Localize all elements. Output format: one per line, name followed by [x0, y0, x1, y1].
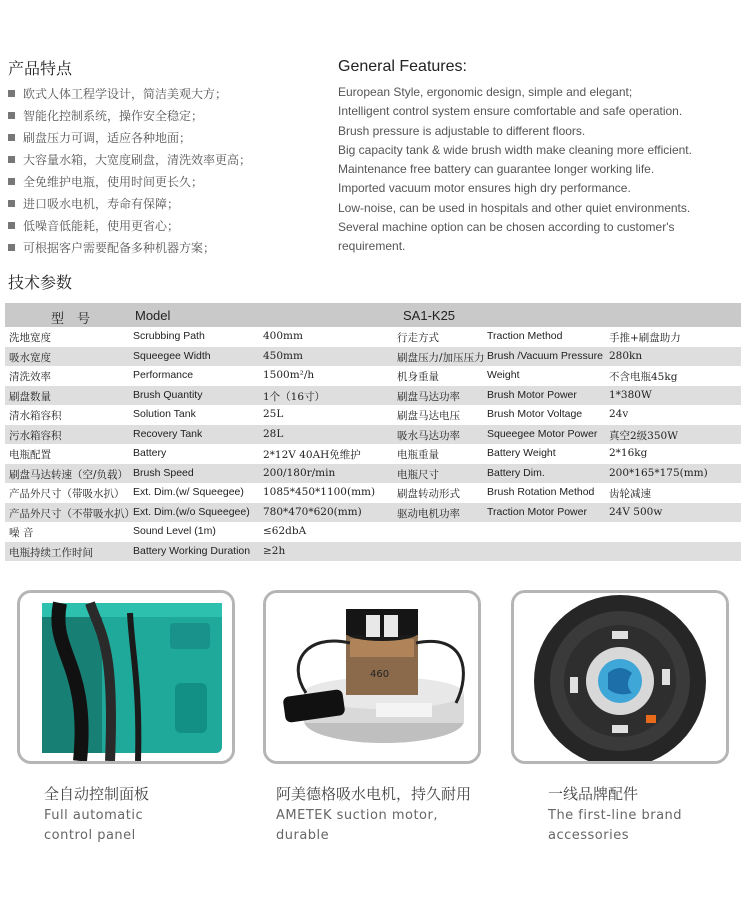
- spec-label-cn-right: 刷盘马达电压: [397, 410, 460, 422]
- table-row: [5, 444, 741, 464]
- spec-value-right: 真空2级350W: [609, 429, 679, 442]
- list-item: Big capacity tank & wide brush width make cleaning more efficient.: [338, 142, 692, 157]
- list-item: [8, 149, 328, 171]
- feature-text: 全免维护电瓶，使用时间更长久；: [23, 175, 204, 189]
- bullet-square-icon: [8, 156, 15, 163]
- model-label-cn: 型 号: [51, 311, 91, 326]
- spec-label-en: Brush Speed: [133, 466, 194, 479]
- feature-text: 进口吸水电机，寿命有保障；: [23, 197, 180, 211]
- spec-label-en: Squeegee Width: [133, 349, 211, 362]
- caption-cn: 全自动控制面板: [44, 785, 150, 803]
- table-row: [5, 464, 741, 484]
- list-item: European Style, ergonomic design, simple and elegant;: [338, 85, 633, 99]
- bullet-square-icon: [8, 200, 15, 207]
- spec-label-cn: 电瓶配置: [9, 449, 51, 461]
- table-row: [5, 386, 741, 406]
- suction-motor-illustration: [266, 593, 478, 761]
- features-en-list: [338, 83, 743, 257]
- spec-value-right: 不含电瓶45kg: [609, 371, 678, 383]
- spec-label-en-right: Traction Motor Power: [487, 505, 587, 518]
- spec-label-en-right: Brush Motor Voltage: [487, 408, 583, 420]
- spec-label-en-right: Weight: [487, 369, 520, 381]
- spec-label-en: Battery: [133, 447, 167, 459]
- spec-label-en-right: Battery Dim.: [487, 466, 545, 479]
- spec-table: [5, 303, 741, 561]
- bullet-square-icon: [8, 178, 15, 185]
- brush-disk-illustration: [514, 593, 726, 761]
- features-cn-list: [8, 83, 328, 259]
- spec-label-cn: 噪 音: [9, 527, 34, 539]
- spec-label-en-right: Squeegee Motor Power: [487, 427, 598, 440]
- spec-value: 1个（16寸）: [263, 390, 326, 403]
- caption-suction-motor: [276, 784, 506, 846]
- spec-value-right: 280kn: [609, 349, 643, 362]
- spec-table-header: [5, 303, 741, 327]
- motor-label-text: 460: [370, 669, 390, 680]
- caption-cn: 阿美德格吸水电机，持久耐用: [276, 785, 472, 803]
- features-en-title: General Features:: [338, 58, 467, 75]
- table-row: [5, 327, 741, 347]
- spec-label-cn-right: 机身重量: [397, 371, 439, 383]
- list-item: [8, 171, 328, 193]
- control-panel-photo: [17, 590, 235, 764]
- list-item: [8, 237, 328, 259]
- table-row: [5, 425, 741, 445]
- spec-label-cn-right: 电瓶尺寸: [397, 468, 439, 481]
- caption-control-panel: [44, 784, 244, 846]
- feature-text: 可根据客户需要配备多种机器方案；: [23, 241, 216, 255]
- spec-value-right: 齿轮减速: [609, 488, 651, 500]
- brush-disk-photo: [511, 590, 729, 764]
- list-item: Brush pressure is adjustable to different floors.: [338, 123, 586, 138]
- spec-label-en: Ext. Dim.(w/ Squeegee): [133, 486, 244, 498]
- control-panel-illustration: [20, 593, 232, 761]
- caption-en-line1: Full automatic: [44, 808, 144, 823]
- list-item: [8, 105, 328, 127]
- spec-value-right: 24v: [609, 408, 629, 420]
- caption-en-line2: durable: [276, 828, 330, 843]
- spec-label-cn: 污水箱容积: [9, 429, 62, 442]
- spec-label-en-right: Brush Motor Power: [487, 388, 577, 401]
- features-cn-title: 产品特点: [8, 59, 73, 78]
- bullet-square-icon: [8, 222, 15, 229]
- feature-text: 欧式人体工程学设计，简洁美观大方；: [23, 87, 228, 101]
- spec-value: ≤62dbA: [263, 525, 307, 537]
- suction-motor-photo: [263, 590, 481, 764]
- spec-value-right: 1*380W: [609, 388, 652, 401]
- feature-text: 智能化控制系统，操作安全稳定；: [23, 109, 204, 123]
- spec-value-right: 2*16kg: [609, 447, 648, 459]
- spec-label-en: Solution Tank: [133, 408, 196, 420]
- spec-value-right: 200*165*175(mm): [609, 466, 708, 479]
- spec-label-cn-right: 电瓶重量: [397, 449, 439, 461]
- table-row: [5, 366, 741, 386]
- caption-en-line1: AMETEK suction motor,: [276, 808, 438, 823]
- spec-table-body: [5, 327, 741, 561]
- bullet-square-icon: [8, 112, 15, 119]
- spec-label-en-right: Brush /Vacuum Pressure: [487, 349, 603, 362]
- model-label-en: Model: [135, 308, 171, 323]
- table-row: [5, 483, 741, 503]
- list-item: Imported vacuum motor ensures high dry performance.: [338, 181, 631, 196]
- spec-label-en-right: Battery Weight: [487, 447, 556, 459]
- spec-label-cn: 洗地宽度: [9, 332, 51, 344]
- spec-label-cn: 刷盘数量: [9, 390, 51, 403]
- spec-label-cn: 产品外尺寸（不带吸水扒）: [9, 507, 135, 520]
- spec-value: 450mm: [263, 349, 303, 362]
- spec-label-en: Recovery Tank: [133, 427, 203, 440]
- spec-label-en: Sound Level (1m): [133, 525, 216, 537]
- list-item: [8, 215, 328, 237]
- spec-label-en-right: Brush Rotation Method: [487, 486, 595, 498]
- list-item: [8, 193, 328, 215]
- table-row: [5, 405, 741, 425]
- spec-label-cn-right: 刷盘转动形式: [397, 488, 460, 500]
- list-item: Intelligent control system ensure comfortable and safe operation.: [338, 104, 683, 119]
- bullet-square-icon: [8, 244, 15, 251]
- list-item: [8, 83, 328, 105]
- spec-label-cn-right: 行走方式: [397, 332, 439, 344]
- spec-label-en: Scrubbing Path: [133, 330, 205, 342]
- spec-label-cn-right: 吸水马达功率: [397, 429, 460, 442]
- table-row: [5, 522, 741, 542]
- bullet-square-icon: [8, 90, 15, 97]
- list-item: [8, 127, 328, 149]
- table-row: [5, 542, 741, 562]
- spec-label-cn-right: 刷盘马达功率: [397, 390, 460, 403]
- spec-label-cn: 吸水宽度: [9, 351, 51, 364]
- spec-label-cn: 产品外尺寸（带吸水扒）: [9, 488, 125, 500]
- spec-label-cn: 清水箱容积: [9, 410, 62, 422]
- spec-value-right: 24V 500w: [609, 505, 663, 518]
- list-item: Several machine option can be chosen according to customer's requirement.: [338, 220, 675, 254]
- spec-value: 2*12V 40AH免维护: [263, 449, 361, 461]
- spec-label-en: Brush Quantity: [133, 388, 203, 401]
- spec-label-cn-right: 驱动电机功率: [397, 507, 460, 520]
- caption-cn: 一线品牌配件: [548, 785, 639, 803]
- feature-text: 刷盘压力可调，适应各种地面；: [23, 131, 192, 145]
- table-row: [5, 503, 741, 523]
- spec-value: 1500m²/h: [263, 369, 315, 381]
- list-item: Low-noise, can be used in hospitals and other quiet environments.: [338, 200, 691, 215]
- caption-en-line2: control panel: [44, 828, 136, 843]
- spec-label-en: Battery Working Duration: [133, 544, 251, 557]
- spec-label-cn-right: 刷盘压力/加压压力: [397, 351, 485, 364]
- spec-value: 400mm: [263, 330, 303, 342]
- spec-value: 780*470*620(mm): [263, 505, 362, 518]
- caption-brush-accessories: [548, 784, 738, 846]
- caption-en-line1: The first-line brand: [548, 808, 683, 823]
- bullet-square-icon: [8, 134, 15, 141]
- model-value: SA1-K25: [403, 308, 456, 323]
- list-item: Maintenance free battery can guarantee longer working life.: [338, 162, 655, 177]
- tech-spec-title: 技术参数: [8, 273, 73, 292]
- spec-label-cn: 刷盘马达转速（空/负载）: [9, 468, 129, 481]
- spec-value: 1085*450*1100(mm): [263, 486, 376, 498]
- spec-label-en: Ext. Dim.(w/o Squeegee): [133, 505, 250, 518]
- spec-label-cn: 电瓶持续工作时间: [9, 546, 93, 559]
- table-row: [5, 347, 741, 367]
- caption-en-line2: accessories: [548, 828, 629, 843]
- feature-text: 大容量水箱，大宽度刷盘，清洗效率更高；: [23, 153, 252, 167]
- spec-value-right: 手推+刷盘助力: [609, 332, 681, 344]
- spec-value: 200/180r/min: [263, 466, 336, 479]
- spec-label-cn: 清洗效率: [9, 371, 51, 383]
- spec-value: 25L: [263, 408, 284, 420]
- spec-label-en-right: Traction Method: [487, 330, 563, 342]
- spec-value: 28L: [263, 427, 284, 440]
- spec-label-en: Performance: [133, 369, 194, 381]
- spec-value: ≥2h: [263, 544, 286, 557]
- feature-text: 低噪音低能耗，使用更省心；: [23, 219, 180, 233]
